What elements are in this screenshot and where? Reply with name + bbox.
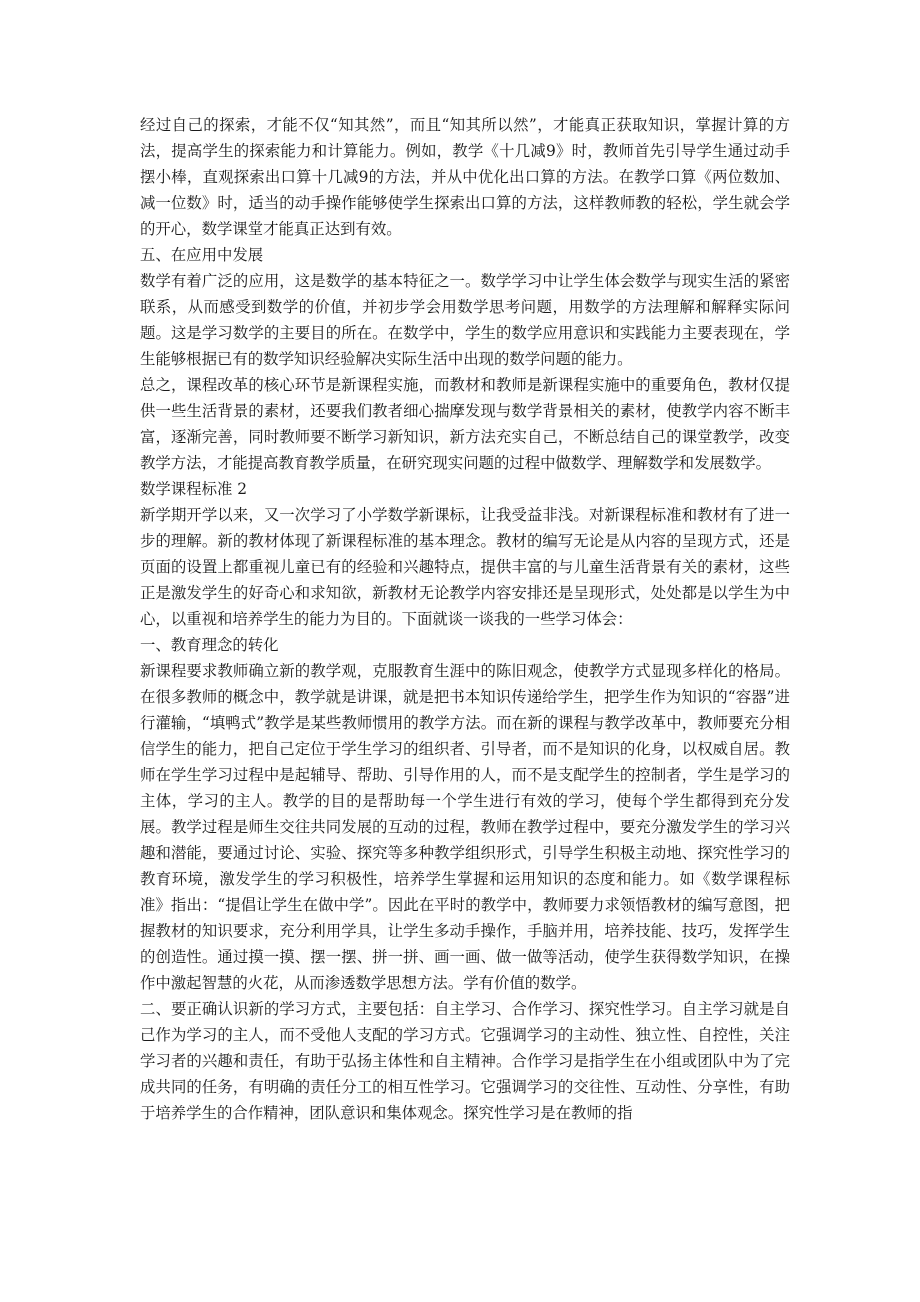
section-title-standard-2: 数学课程标准 2 [140,480,248,498]
heading-application-development: 五、在应用中发展 [140,246,264,264]
paragraph-conclusion: 总之，课程改革的核心环节是新课程实施，而教材和教师是新课程实施中的重要角色，教材仅提供一些生活背景的素材，还要我们教者细心揣摩发现与数学背景相关的素材，使教学内容不断丰富，逐渐完善，同时教师要不断学习新知识，新方法充实自己，不断总结自己的课堂教学，改变教学方法，才能提高教育教学质量，在研究现实问题的过程中做数学、理解数学和发展数学。 [140,376,790,472]
paragraph-computation-methods: 经过自己的探索，才能不仅“知其然”，而且“知其所以然”，才能真正获取知识，掌握计算的方法，提高学生的探索能力和计算能力。例如，教学《十几减9》时，教师首先引导学生通过动手摆小棒，直观探索出口算十几减9的方法，并从中优化出口算的方法。在教学口算《两位数加、减一位数》时，适当的动手操作能够使学生探索出口算的方法，这样教师教的轻松，学生就会学的开心，数学课堂才能真正达到有效。 [140,116,790,238]
heading-education-concept: 一、教育理念的转化 [140,636,279,654]
paragraph-learning-methods: 二、要正确认识新的学习方式，主要包括：自主学习、合作学习、探究性学习。自主学习就是自己作为学习的主人，而不受他人支配的学习方式。它强调学习的主动性、独立性、自控性，关注学习者的兴趣和责任，有助于弘扬主体性和自主精神。合作学习是指学生在小组或团队中为了完成共同的任务，有明确的责任分工的相互性学习。它强调学习的交往性、互动性、分享性，有助于培养学生的合作精神，团队意识和集体观念。探究性学习是在教师的指 [140,1000,790,1122]
paragraph-new-teaching-view: 新课程要求教师确立新的教学观，克服教育生涯中的陈旧观念，使教学方式显现多样化的格局。在很多教师的概念中，教学就是讲课，就是把书本知识传递给学生，把学生作为知识的“容器”进行灌输，“填鸭式”教学是某些教师惯用的教学方法。而在新的课程与教学改革中，教师要充分相信学生的能力，把自己定位于学生学习的组织者、引导者，而不是知识的化身，以权威自居。教师在学生学习过程中是起辅导、帮助、引导作用的人，而不是支配学生的控制者，学生是学习的主体，学习的主人。教学的目的是帮助每一个学生进行有效的学习，使每个学生都得到充分发展。教学过程是师生交往共同发展的互动的过程，教师在教学过程中，要充分激发学生的学习兴趣和潜能，要通过讨论、实验、探究等多种教学组织形式，引导学生积极主动地、探究性学习的教育环境，激发学生的学习积极性，培养学生掌握和运用知识的态度和能力。如《数学课程标准》指出：“提倡让学生在做中学”。因此在平时的教学中，教师要力求领悟教材的编写意图，把握教材的知识要求，充分利用学具，让学生多动手操作，手脑并用，培养技能、技巧，发挥学生的创造性。通过摸一摸、摆一摆、拼一拼、画一画、做一做等活动，使学生获得数学知识，在操作中激起智慧的火花，从而渗透数学思想方法。学有价值的数学。 [140,662,790,992]
document-body [140,112,790,1126]
paragraph-new-term-intro: 新学期开学以来，又一次学习了小学数学新课标，让我受益非浅。对新课程标准和教材有了进一步的理解。新的教材体现了新课程标准的基本理念。教材的编写无论是从内容的呈现方式，还是页面的设置上都重视儿童已有的经验和兴趣特点，提供丰富的与儿童生活背景有关的素材，这些正是激发学生的好奇心和求知欲，新教材无论教学内容安排还是呈现形式，处处都是以学生为中心，以重视和培养学生的能力为目的。下面就谈一谈我的一些学习体会： [140,506,790,628]
paragraph-math-application: 数学有着广泛的应用，这是数学的基本特征之一。数学学习中让学生体会数学与现实生活的紧密联系，从而感受到数学的价值，并初步学会用数学思考问题，用数学的方法理解和解释实际问题。这是学习数学的主要目的所在。在数学中，学生的数学应用意识和实践能力主要表现在，学生能够根据已有的数学知识经验解决实际生活中出现的数学问题的能力。 [140,272,790,368]
